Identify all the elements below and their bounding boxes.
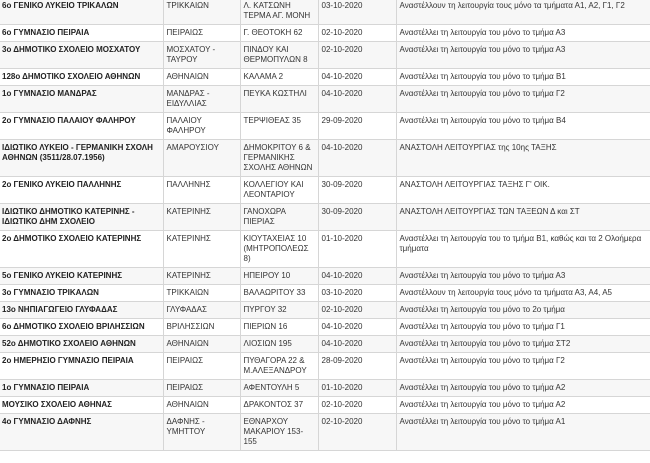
school-name-cell: 2ο ΓΥΜΝΑΣΙΟ ΠΑΛΑΙΟΥ ΦΑΛΗΡΟΥ — [2, 116, 136, 125]
address-cell: ΔΡΑΚΟΝΤΟΣ 37 — [240, 397, 318, 414]
table-row — [0, 204, 650, 231]
table-row — [0, 397, 650, 414]
address-cell: ΒΑΛΑΩΡΙΤΟΥ 33 — [240, 285, 318, 302]
table-row — [0, 414, 650, 451]
date-cell: 02-10-2020 — [318, 25, 396, 42]
municipality-cell: ΑΘΗΝΑΙΩΝ — [163, 336, 240, 353]
table-row — [0, 25, 650, 42]
status-cell: Αναστέλλουν τη λειτουργία τους μόνο τα τμήματα Α3, Α4, Α5 — [396, 285, 650, 302]
status-cell: Αναστέλλει τη λειτουργία του μόνο το τμήμα Γ2 — [396, 353, 650, 380]
date-cell: 28-09-2020 — [318, 353, 396, 380]
school-name-cell: ΜΟΥΣΙΚΟ ΣΧΟΛΕΙΟ ΑΘΗΝΑΣ — [2, 400, 112, 409]
municipality-cell: ΒΡΙΛΗΣΣΙΩΝ — [163, 319, 240, 336]
municipality-cell: ΤΡΙΚΚΑΙΩΝ — [163, 285, 240, 302]
address-cell: ΠΙΕΡΙΩΝ 16 — [240, 319, 318, 336]
table-row — [0, 285, 650, 302]
status-cell: Αναστέλλει τη λειτουργία του μόνο το τμήμα Α3 — [396, 42, 650, 69]
municipality-cell: ΚΑΤΕΡΙΝΗΣ — [163, 231, 240, 268]
school-name-cell: 1ο ΓΥΜΝΑΣΙΟ ΜΑΝΔΡΑΣ — [2, 89, 97, 98]
status-cell: Αναστέλλει τη λειτουργία του μόνο το τμήμα Γ2 — [396, 86, 650, 113]
address-cell: ΠΕΥΚΑ ΚΩΣΤΗΛΙ — [240, 86, 318, 113]
status-cell: Αναστέλλει τη λειτουργία του μόνο το τμήμα Α3 — [396, 25, 650, 42]
table-row — [0, 336, 650, 353]
status-cell: Αναστέλλει τη λειτουργία του μόνο το τμήμα Α1 — [396, 414, 650, 451]
municipality-cell: ΑΜΑΡΟΥΣΙΟΥ — [163, 140, 240, 177]
address-cell: ΚΙΟΥΤΑΧΕΙΑΣ 10 (ΜΗΤΡΟΠΟΛΕΩΣ 8) — [240, 231, 318, 268]
status-cell: Αναστέλλει τη λειτουργία του μόνο το τμήμα Β4 — [396, 113, 650, 140]
date-cell: 04-10-2020 — [318, 319, 396, 336]
date-cell: 02-10-2020 — [318, 414, 396, 451]
date-cell: 04-10-2020 — [318, 140, 396, 177]
school-name-cell: 6ο ΔΗΜΟΤΙΚΟ ΣΧΟΛΕΙΟ ΒΡΙΛΗΣΣΙΩΝ — [2, 322, 145, 331]
date-cell: 04-10-2020 — [318, 268, 396, 285]
municipality-cell: ΤΡΙΚΚΑΙΩΝ — [163, 0, 240, 25]
status-cell: Αναστέλλει τη λειτουργία του μόνο το τμήμα Α3 — [396, 268, 650, 285]
municipality-cell: ΠΑΛΛΗΝΗΣ — [163, 177, 240, 204]
address-cell: ΤΕΡΨΙΘΕΑΣ 35 — [240, 113, 318, 140]
municipality-cell: ΔΑΦΝΗΣ - ΥΜΗΤΤΟΥ — [163, 414, 240, 451]
date-cell: 29-09-2020 — [318, 113, 396, 140]
status-cell: ΑΝΑΣΤΟΛΗ ΛΕΙΤΟΥΡΓΙΑΣ της 10ης ΤΑΞΗΣ — [396, 140, 650, 177]
address-cell: ΚΑΛΑΜΑ 2 — [240, 69, 318, 86]
date-cell: 04-10-2020 — [318, 336, 396, 353]
school-name-cell: 5ο ΓΕΝΙΚΟ ΛΥΚΕΙΟ ΚΑΤΕΡΙΝΗΣ — [2, 271, 123, 280]
school-name-cell: 3ο ΔΗΜΟΤΙΚΟ ΣΧΟΛΕΙΟ ΜΟΣΧΑΤΟΥ — [2, 45, 141, 54]
address-cell: Γ. ΘΕΟΤΟΚΗ 62 — [240, 25, 318, 42]
date-cell: 01-10-2020 — [318, 231, 396, 268]
municipality-cell: ΜΟΣΧΑΤΟΥ - ΤΑΥΡΟΥ — [163, 42, 240, 69]
school-name-cell: 1ο ΓΥΜΝΑΣΙΟ ΠΕΙΡΑΙΑ — [2, 383, 90, 392]
status-cell: Αναστέλλει τη λειτουργία του μόνο το τμήμα Α2 — [396, 397, 650, 414]
status-cell: Αναστέλλουν τη λειτουργία τους μόνο τα τμήματα Α1, Α2, Γ1, Γ2 — [396, 0, 650, 25]
municipality-cell: ΚΑΤΕΡΙΝΗΣ — [163, 204, 240, 231]
table-row — [0, 140, 650, 177]
table-row — [0, 353, 650, 380]
address-cell: ΛΙΟΣΙΩΝ 195 — [240, 336, 318, 353]
municipality-cell: ΑΘΗΝΑΙΩΝ — [163, 69, 240, 86]
table-row — [0, 86, 650, 113]
address-cell: ΠΙΝΔΟΥ ΚΑΙ ΘΕΡΜΟΠΥΛΩΝ 8 — [240, 42, 318, 69]
municipality-cell: ΜΑΝΔΡΑΣ - ΕΙΔΥΛΛΙΑΣ — [163, 86, 240, 113]
date-cell: 03-10-2020 — [318, 0, 396, 25]
municipality-cell: ΠΕΙΡΑΙΩΣ — [163, 353, 240, 380]
table-row — [0, 0, 650, 25]
table-row — [0, 319, 650, 336]
table-row — [0, 42, 650, 69]
school-name-cell: 13ο ΝΗΠΙΑΓΩΓΕΙΟ ΓΛΥΦΑΔΑΣ — [2, 305, 118, 314]
table-row — [0, 302, 650, 319]
table-row — [0, 268, 650, 285]
date-cell: 02-10-2020 — [318, 302, 396, 319]
table-row — [0, 69, 650, 86]
school-name-cell: 52ο ΔΗΜΟΤΙΚΟ ΣΧΟΛΕΙΟ ΑΘΗΝΩΝ — [2, 339, 136, 348]
school-name-cell: 4ο ΓΥΜΝΑΣΙΟ ΔΑΦΝΗΣ — [2, 417, 92, 426]
address-cell: ΚΟΛΛΕΓΙΟΥ ΚΑΙ ΛΕΟΝΤΑΡΙΟΥ — [240, 177, 318, 204]
school-name-cell: ΙΔΙΩΤΙΚΟ ΔΗΜΟΤΙΚΟ ΚΑΤΕΡΙΝΗΣ - ΙΔΙΩΤΙΚΟ ΔΗΜ ΣΧΟΛΕΙΟ — [2, 207, 135, 226]
status-cell: Αναστέλλει τη λειτουργία του μόνο το τμήμα Β1 — [396, 69, 650, 86]
table-row — [0, 177, 650, 204]
date-cell: 04-10-2020 — [318, 86, 396, 113]
address-cell: ΗΠΕΙΡΟΥ 10 — [240, 268, 318, 285]
status-cell: Αναστέλλει τη λειτουργία του μόνο το τμήμα Γ1 — [396, 319, 650, 336]
municipality-cell: ΠΑΛΑΙΟΥ ΦΑΛΗΡΟΥ — [163, 113, 240, 140]
table-row — [0, 113, 650, 140]
address-cell: ΑΦΕΝΤΟΥΛΗ 5 — [240, 380, 318, 397]
table-row — [0, 231, 650, 268]
municipality-cell: ΠΕΙΡΑΙΩΣ — [163, 380, 240, 397]
municipality-cell: ΑΘΗΝΑΙΩΝ — [163, 397, 240, 414]
address-cell: ΕΘΝΑΡΧΟΥ ΜΑΚΑΡΙΟΥ 153-155 — [240, 414, 318, 451]
school-name-cell: 3ο ΓΥΜΝΑΣΙΟ ΤΡΙΚΑΛΩΝ — [2, 288, 99, 297]
status-cell: Αναστέλλει τη λειτουργία του μόνο το τμήμα ΣΤ2 — [396, 336, 650, 353]
school-name-cell: 2ο ΔΗΜΟΤΙΚΟ ΣΧΟΛΕΙΟ ΚΑΤΕΡΙΝΗΣ — [2, 234, 142, 243]
municipality-cell: ΓΛΥΦΑΔΑΣ — [163, 302, 240, 319]
date-cell: 02-10-2020 — [318, 397, 396, 414]
date-cell: 30-09-2020 — [318, 204, 396, 231]
date-cell: 03-10-2020 — [318, 285, 396, 302]
address-cell: ΠΥΡΓΟΥ 32 — [240, 302, 318, 319]
date-cell: 04-10-2020 — [318, 69, 396, 86]
school-name-cell: 6ο ΓΥΜΝΑΣΙΟ ΠΕΙΡΑΙΑ — [2, 28, 90, 37]
school-name-cell: 2ο ΗΜΕΡΗΣΙΟ ΓΥΜΝΑΣΙΟ ΠΕΙΡΑΙΑ — [2, 356, 134, 365]
status-cell: Αναστέλλει τη λειτουργία του μόνο το 2ο τμήμα — [396, 302, 650, 319]
address-cell: ΓΑΝΟΧΩΡΑ ΠΙΕΡΙΑΣ — [240, 204, 318, 231]
date-cell: 02-10-2020 — [318, 42, 396, 69]
school-name-cell: 2ο ΓΕΝΙΚΟ ΛΥΚΕΙΟ ΠΑΛΛΗΝΗΣ — [2, 180, 122, 189]
municipality-cell: ΚΑΤΕΡΙΝΗΣ — [163, 268, 240, 285]
municipality-cell: ΠΕΙΡΑΙΩΣ — [163, 25, 240, 42]
address-cell: ΔΗΜΟΚΡΙΤΟΥ 6 & ΓΕΡΜΑΝΙΚΗΣ ΣΧΟΛΗΣ ΑΘΗΝΩΝ — [240, 140, 318, 177]
status-cell: ΑΝΑΣΤΟΛΗ ΛΕΙΤΟΥΡΓΙΑΣ ΤΩΝ ΤΑΞΕΩΝ Δ και ΣΤ — [396, 204, 650, 231]
address-cell: Λ. ΚΑΤΣΩΝΗ ΤΕΡΜΑ ΑΓ. ΜΟΝΗ — [240, 0, 318, 25]
status-cell: Αναστέλλει τη λειτουργία του το τμήμα Β1, καθώς και τα 2 Ολοήμερα τμήματα — [396, 231, 650, 268]
status-cell: Αναστέλλει τη λειτουργία του μόνο το τμήμα Α2 — [396, 380, 650, 397]
date-cell: 01-10-2020 — [318, 380, 396, 397]
school-name-cell: ΙΔΙΩΤΙΚΟ ΛΥΚΕΙΟ - ΓΕΡΜΑΝΙΚΗ ΣΧΟΛΗ ΑΘΗΝΩΝ (3511/28.07.1956) — [2, 143, 153, 162]
school-name-cell: 6ο ΓΕΝΙΚΟ ΛΥΚΕΙΟ ΤΡΙΚΑΛΩΝ — [2, 1, 119, 10]
school-name-cell: 128ο ΔΗΜΟΤΙΚΟ ΣΧΟΛΕΙΟ ΑΘΗΝΩΝ — [2, 72, 141, 81]
address-cell: ΠΥΘΑΓΟΡΑ 22 & Μ.ΑΛΕΞΑΝΔΡΟΥ — [240, 353, 318, 380]
table-row — [0, 380, 650, 397]
date-cell: 30-09-2020 — [318, 177, 396, 204]
status-cell: ΑΝΑΣΤΟΛΗ ΛΕΙΤΟΥΡΓΙΑΣ ΤΑΞΗΣ Γ' ΟΙΚ. — [396, 177, 650, 204]
